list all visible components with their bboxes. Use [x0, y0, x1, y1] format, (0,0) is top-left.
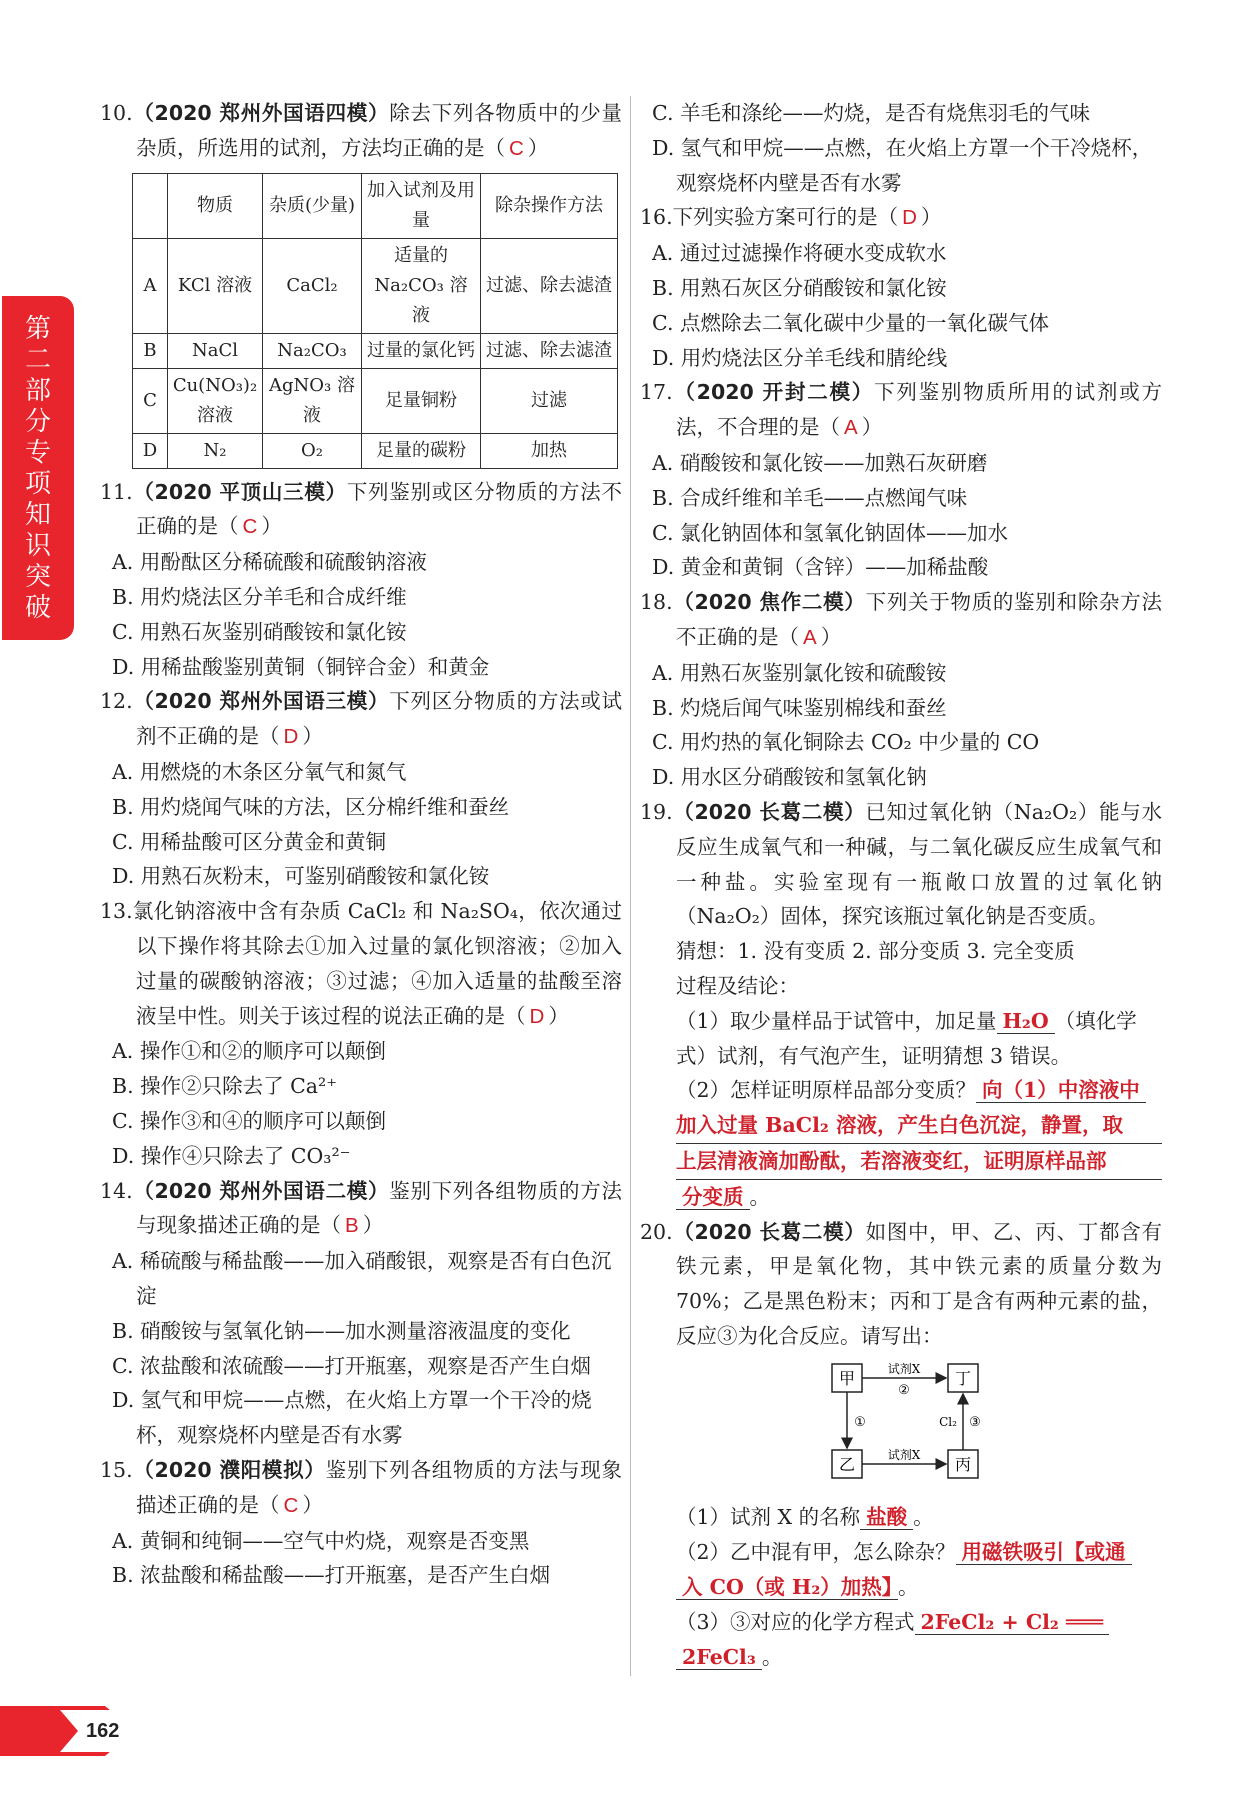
option-d: D. 黄金和黄铜（含锌）——加稀盐酸 [652, 555, 989, 580]
reaction-diagram [830, 1362, 980, 1482]
fill-answer: H₂O [997, 1009, 1055, 1034]
table-cell: 足量铜粉 [362, 368, 481, 433]
part-3-cont [640, 1640, 1162, 1675]
question-source: （2020 濮阳模拟） [132, 1457, 326, 1482]
part-text: 。 [913, 1505, 934, 1530]
right-column [640, 96, 1162, 1674]
part-2 [640, 1535, 1162, 1570]
option-a: A. 用熟石灰鉴别氯化铵和硫酸铵 [652, 660, 947, 685]
question-source: （2020 郑州外国语二模） [132, 1178, 390, 1203]
option-b: B. 操作②只除去了 Ca²⁺ [112, 1074, 338, 1099]
option-c: C. 羊毛和涤纶——灼烧，是否有烧焦羽毛的气味 [652, 101, 1090, 125]
question-stem: 下列关于物质的鉴别和除杂方法不正确的是（ [676, 590, 1162, 649]
answer-choice: A [844, 416, 858, 440]
table-row [133, 238, 618, 333]
question-16 [640, 200, 1162, 375]
option-d: D. 用灼烧法区分羊毛线和腈纶线 [652, 345, 948, 370]
option-d: D. 用稀盐酸鉴别黄铜（铜锌合金）和黄金 [112, 654, 490, 679]
question-15 [100, 1453, 622, 1593]
part-text: 。 [749, 1184, 770, 1209]
table-header-row [133, 173, 618, 238]
question-source: （2020 郑州外国语四模） [132, 101, 390, 125]
answer-choice: C [509, 136, 524, 160]
question-number: 10. [100, 101, 133, 125]
table-cell: B [133, 333, 168, 368]
option-d: D. 氢气和甲烷——点燃，在火焰上方罩一个干冷烧杯，观察烧杯内壁是否有水雾 [652, 135, 1153, 195]
question-stem: 鉴别下列各组物质的方法与现象描述正确的是（ [136, 1457, 622, 1517]
question-stem: 除去下列各物质中的少量杂质，所选用的试剂，方法均正确的是（ [136, 101, 622, 160]
reaction-3-label: ③ [969, 1414, 980, 1430]
fill-answer: 2FeCl₃ [676, 1645, 762, 1670]
part-text: （3）③对应的化学方程式 [676, 1609, 915, 1634]
option-d: D. 用熟石灰粉末，可鉴别硝酸铵和氯化铵 [112, 864, 490, 889]
reagent-label-top: 试剂X [887, 1361, 921, 1376]
paren-close: ） [548, 1003, 569, 1028]
option-b: B. 硝酸铵与氢氧化钠——加水测量溶液温度的变化 [112, 1318, 571, 1343]
answer-choice: D [902, 206, 917, 230]
option-d: D. 氢气和甲烷——点燃，在火焰上方罩一个干冷的烧杯，观察烧杯内壁是否有水雾 [112, 1388, 592, 1448]
option-c: C. 浓盐酸和浓硫酸——打开瓶塞，观察是否产生白烟 [112, 1353, 591, 1378]
part-2 [640, 1073, 1162, 1108]
option-c: C. 用稀盐酸可区分黄金和黄铜 [112, 829, 386, 854]
option-a: A. 黄铜和纯铜——空气中灼烧，观察是否变黑 [112, 1528, 530, 1553]
page-number: 162 [86, 1720, 120, 1742]
table-row [133, 368, 618, 433]
part-text: （2）乙中混有甲，怎么除杂？ [676, 1540, 956, 1565]
paren-close: ） [362, 1213, 384, 1238]
paren-close: ） [527, 135, 549, 160]
section-sidebar-label: 第二部分 专项知识突破 [24, 314, 51, 623]
question-14 [100, 1174, 622, 1453]
paren-close: ） [820, 624, 842, 649]
question-number: 18. [640, 590, 673, 615]
table-cell: Na₂CO₃ [263, 333, 362, 368]
question-stem: 鉴别下列各组物质的方法与现象描述正确的是（ [136, 1178, 622, 1238]
option-b: B. 浓盐酸和稀盐酸——打开瓶塞，是否产生白烟 [112, 1563, 551, 1588]
question-11 [100, 475, 622, 685]
column-divider [630, 96, 631, 1676]
fill-answer-line: 加入过量 BaCl₂ 溶液，产生白色沉淀，静置，取 [676, 1108, 1162, 1144]
table-header [133, 173, 168, 238]
table-cell: C [133, 368, 168, 433]
question-source: （2020 平顶山三模） [132, 479, 347, 504]
section-sidebar-tab [2, 296, 74, 640]
question-stem: 下列区分物质的方法或试剂不正确的是（ [136, 689, 622, 749]
option-d: D. 用水区分硝酸铵和氢氧化钠 [652, 765, 927, 790]
node-yi: 乙 [838, 1454, 856, 1474]
reaction-2-label: ② [898, 1382, 910, 1398]
table-cell: KCl 溶液 [168, 238, 263, 333]
question-source: （2020 郑州外国语三模） [132, 689, 390, 714]
question-10 [100, 96, 622, 469]
question-17 [640, 375, 1162, 585]
part-2-cont [640, 1570, 1162, 1605]
paren-close: ） [302, 1492, 323, 1517]
reaction-1-label: ① [854, 1414, 866, 1430]
option-b: B. 用熟石灰区分硝酸铵和氯化铵 [652, 275, 947, 300]
cl2-label: Cl₂ [939, 1414, 957, 1429]
option-b: B. 用灼烧闻气味的方法，区分棉纤维和蚕丝 [112, 794, 510, 819]
table-cell: 过滤、除去滤渣 [481, 238, 618, 333]
question-source: （2020 焦作二模） [672, 590, 866, 615]
option-c: C. 点燃除去二氧化碳中少量的一氧化碳气体 [652, 310, 1049, 335]
answer-choice: C [242, 515, 258, 539]
part-text: （填化学式）试剂，有气泡产生，证明猜想 3 错误。 [676, 1008, 1137, 1068]
table-cell: 过量的氯化钙 [362, 333, 481, 368]
table-header: 加入试剂及用量 [362, 173, 481, 238]
question-stem: 氯化钠溶液中含有杂质 CaCl₂ 和 Na₂SO₄，依次通过以下操作将其除去①加入过量的氯化钡溶液；②加入过量的碳酸钠溶液；③过滤；④加入适量的盐酸至溶液呈中性。则关于该过程的说法正确的是（ [132, 899, 622, 1028]
question-source: （2020 长葛二模） [672, 799, 866, 824]
reagent-label-bottom: 试剂X [887, 1447, 921, 1462]
option-b: B. 合成纤维和羊毛——点燃闻气味 [652, 485, 968, 510]
option-a: A. 操作①和②的顺序可以颠倒 [112, 1039, 386, 1064]
question-number: 12. [100, 689, 133, 714]
part-text: （1）试剂 X 的名称 [676, 1505, 861, 1530]
answer-choice: D [283, 725, 299, 749]
option-d: D. 操作④只除去了 CO₃²⁻ [112, 1143, 351, 1168]
question-number: 13. [100, 899, 133, 924]
fill-answer: 入 CO（或 H₂）加热】 [676, 1575, 898, 1600]
option-c: C. 操作③和④的顺序可以颠倒 [112, 1108, 386, 1133]
fill-answer: 用磁铁吸引【或通 [956, 1540, 1132, 1565]
option-a: A. 用酚酞区分稀硫酸和硫酸钠溶液 [112, 550, 427, 575]
fill-answer-line: 上层清液滴加酚酞，若溶液变红，证明原样品部 [676, 1144, 1162, 1180]
option-b: B. 灼烧后闻气味鉴别棉线和蚕丝 [652, 695, 947, 720]
table-header: 物质 [168, 173, 263, 238]
table-row [133, 433, 618, 468]
question-number: 17. [640, 380, 673, 405]
table-cell: 过滤、除去滤渣 [481, 333, 618, 368]
option-a: A. 稀硫酸与稀盐酸——加入硝酸银，观察是否有白色沉淀 [112, 1249, 612, 1308]
question-source: （2020 开封二模） [672, 380, 875, 405]
option-a: A. 用燃烧的木条区分氧气和氮气 [112, 759, 407, 784]
fill-answer: 向（1）中溶液中 [976, 1078, 1146, 1103]
fill-answer: 分变质 [676, 1185, 750, 1210]
table-row [133, 333, 618, 368]
node-ding: 丁 [954, 1368, 972, 1388]
paren-close: ） [261, 514, 282, 539]
table-cell: NaCl [168, 333, 263, 368]
question-13 [100, 894, 622, 1173]
table-cell: 过滤 [481, 368, 618, 433]
question-number: 16. [640, 205, 673, 230]
paren-close: ） [920, 205, 942, 230]
paren-close: ） [861, 415, 883, 440]
question-stem: 下列实验方案可行的是（ [672, 205, 899, 230]
option-c: C. 氯化钠固体和氢氧化钠固体——加水 [652, 520, 1008, 545]
part-text: 。 [761, 1644, 783, 1669]
question-number: 14. [100, 1178, 133, 1203]
table-cell: Cu(NO₃)₂ 溶液 [168, 368, 263, 433]
question-12 [100, 684, 622, 894]
option-a: A. 硝酸铵和氯化铵——加熟石灰研磨 [652, 450, 988, 475]
table-cell: D [133, 433, 168, 468]
table-cell: 适量的 Na₂CO₃ 溶液 [362, 238, 481, 333]
option-b: B. 用灼烧法区分羊毛和合成纤维 [112, 584, 407, 609]
impurity-table [132, 173, 618, 469]
table-cell: AgNO₃ 溶液 [263, 368, 362, 433]
table-cell: 加热 [481, 433, 618, 468]
question-stem: 已知过氧化钠（Na₂O₂）能与水反应生成氧气和一种碱，与二氧化碳反应生成氧气和一种盐。实验室现有一瓶敞口放置的过氧化钠（Na₂O₂）固体，探究该瓶过氧化钠是否变质。 [676, 799, 1162, 929]
question-20 [640, 1215, 1162, 1675]
answer-choice: B [345, 1214, 359, 1238]
question-number: 19. [640, 799, 673, 824]
question-stem: 如图中，甲、乙、丙、丁都含有铁元素，甲是氧化物，其中铁元素的质量分数为70%；乙是黑色粉末；丙和丁是含有两种元素的盐，反应③为化合反应。请写出： [676, 1219, 1162, 1348]
question-source: （2020 长葛二模） [672, 1219, 866, 1244]
part-1 [640, 1500, 1162, 1535]
table-cell: O₂ [263, 433, 362, 468]
option-c: C. 用熟石灰鉴别硝酸铵和氯化铵 [112, 619, 407, 644]
node-jia: 甲 [838, 1368, 856, 1388]
fill-answer: 2FeCl₂ + Cl₂ ═══ [915, 1610, 1110, 1635]
question-number: 11. [100, 479, 133, 504]
table-cell: 足量的碳粉 [362, 433, 481, 468]
hypothesis-line: 猜想：1. 没有变质 2. 部分变质 3. 完全变质 [676, 939, 1075, 964]
question-number: 20. [640, 1219, 673, 1244]
question-stem: 下列鉴别物质所用的试剂或方法，不合理的是（ [676, 380, 1162, 440]
option-a: A. 通过过滤操作将硬水变成软水 [652, 241, 947, 266]
answer-choice: A [803, 625, 817, 649]
part-3 [640, 1605, 1162, 1640]
paren-close: ） [302, 724, 323, 749]
table-header: 杂质(少量) [263, 173, 362, 238]
part-text: （2）怎样证明原样品部分变质？ [676, 1078, 977, 1103]
question-18 [640, 585, 1162, 795]
option-c: C. 用灼热的氧化铜除去 CO₂ 中少量的 CO [652, 730, 1040, 755]
question-19 [640, 795, 1162, 1215]
table-cell: A [133, 238, 168, 333]
node-bing: 丙 [954, 1454, 972, 1474]
question-stem: 下列鉴别或区分物质的方法不正确的是（ [136, 479, 622, 539]
part-text: （1）取少量样品于试管中，加足量 [676, 1008, 997, 1033]
table-header: 除杂操作方法 [481, 173, 618, 238]
question-number: 15. [100, 1457, 133, 1482]
table-cell: CaCl₂ [263, 238, 362, 333]
part-1 [640, 1004, 1162, 1074]
part-text: 。 [898, 1575, 919, 1600]
part-2-end [640, 1180, 1162, 1215]
answer-choice: C [283, 1493, 299, 1517]
table-cell: N₂ [168, 433, 263, 468]
process-heading: 过程及结论： [676, 973, 799, 998]
page-number-badge [0, 1696, 150, 1766]
answer-choice: D [529, 1004, 545, 1028]
left-column [100, 96, 622, 1593]
fill-answer: 盐酸 [860, 1505, 913, 1530]
